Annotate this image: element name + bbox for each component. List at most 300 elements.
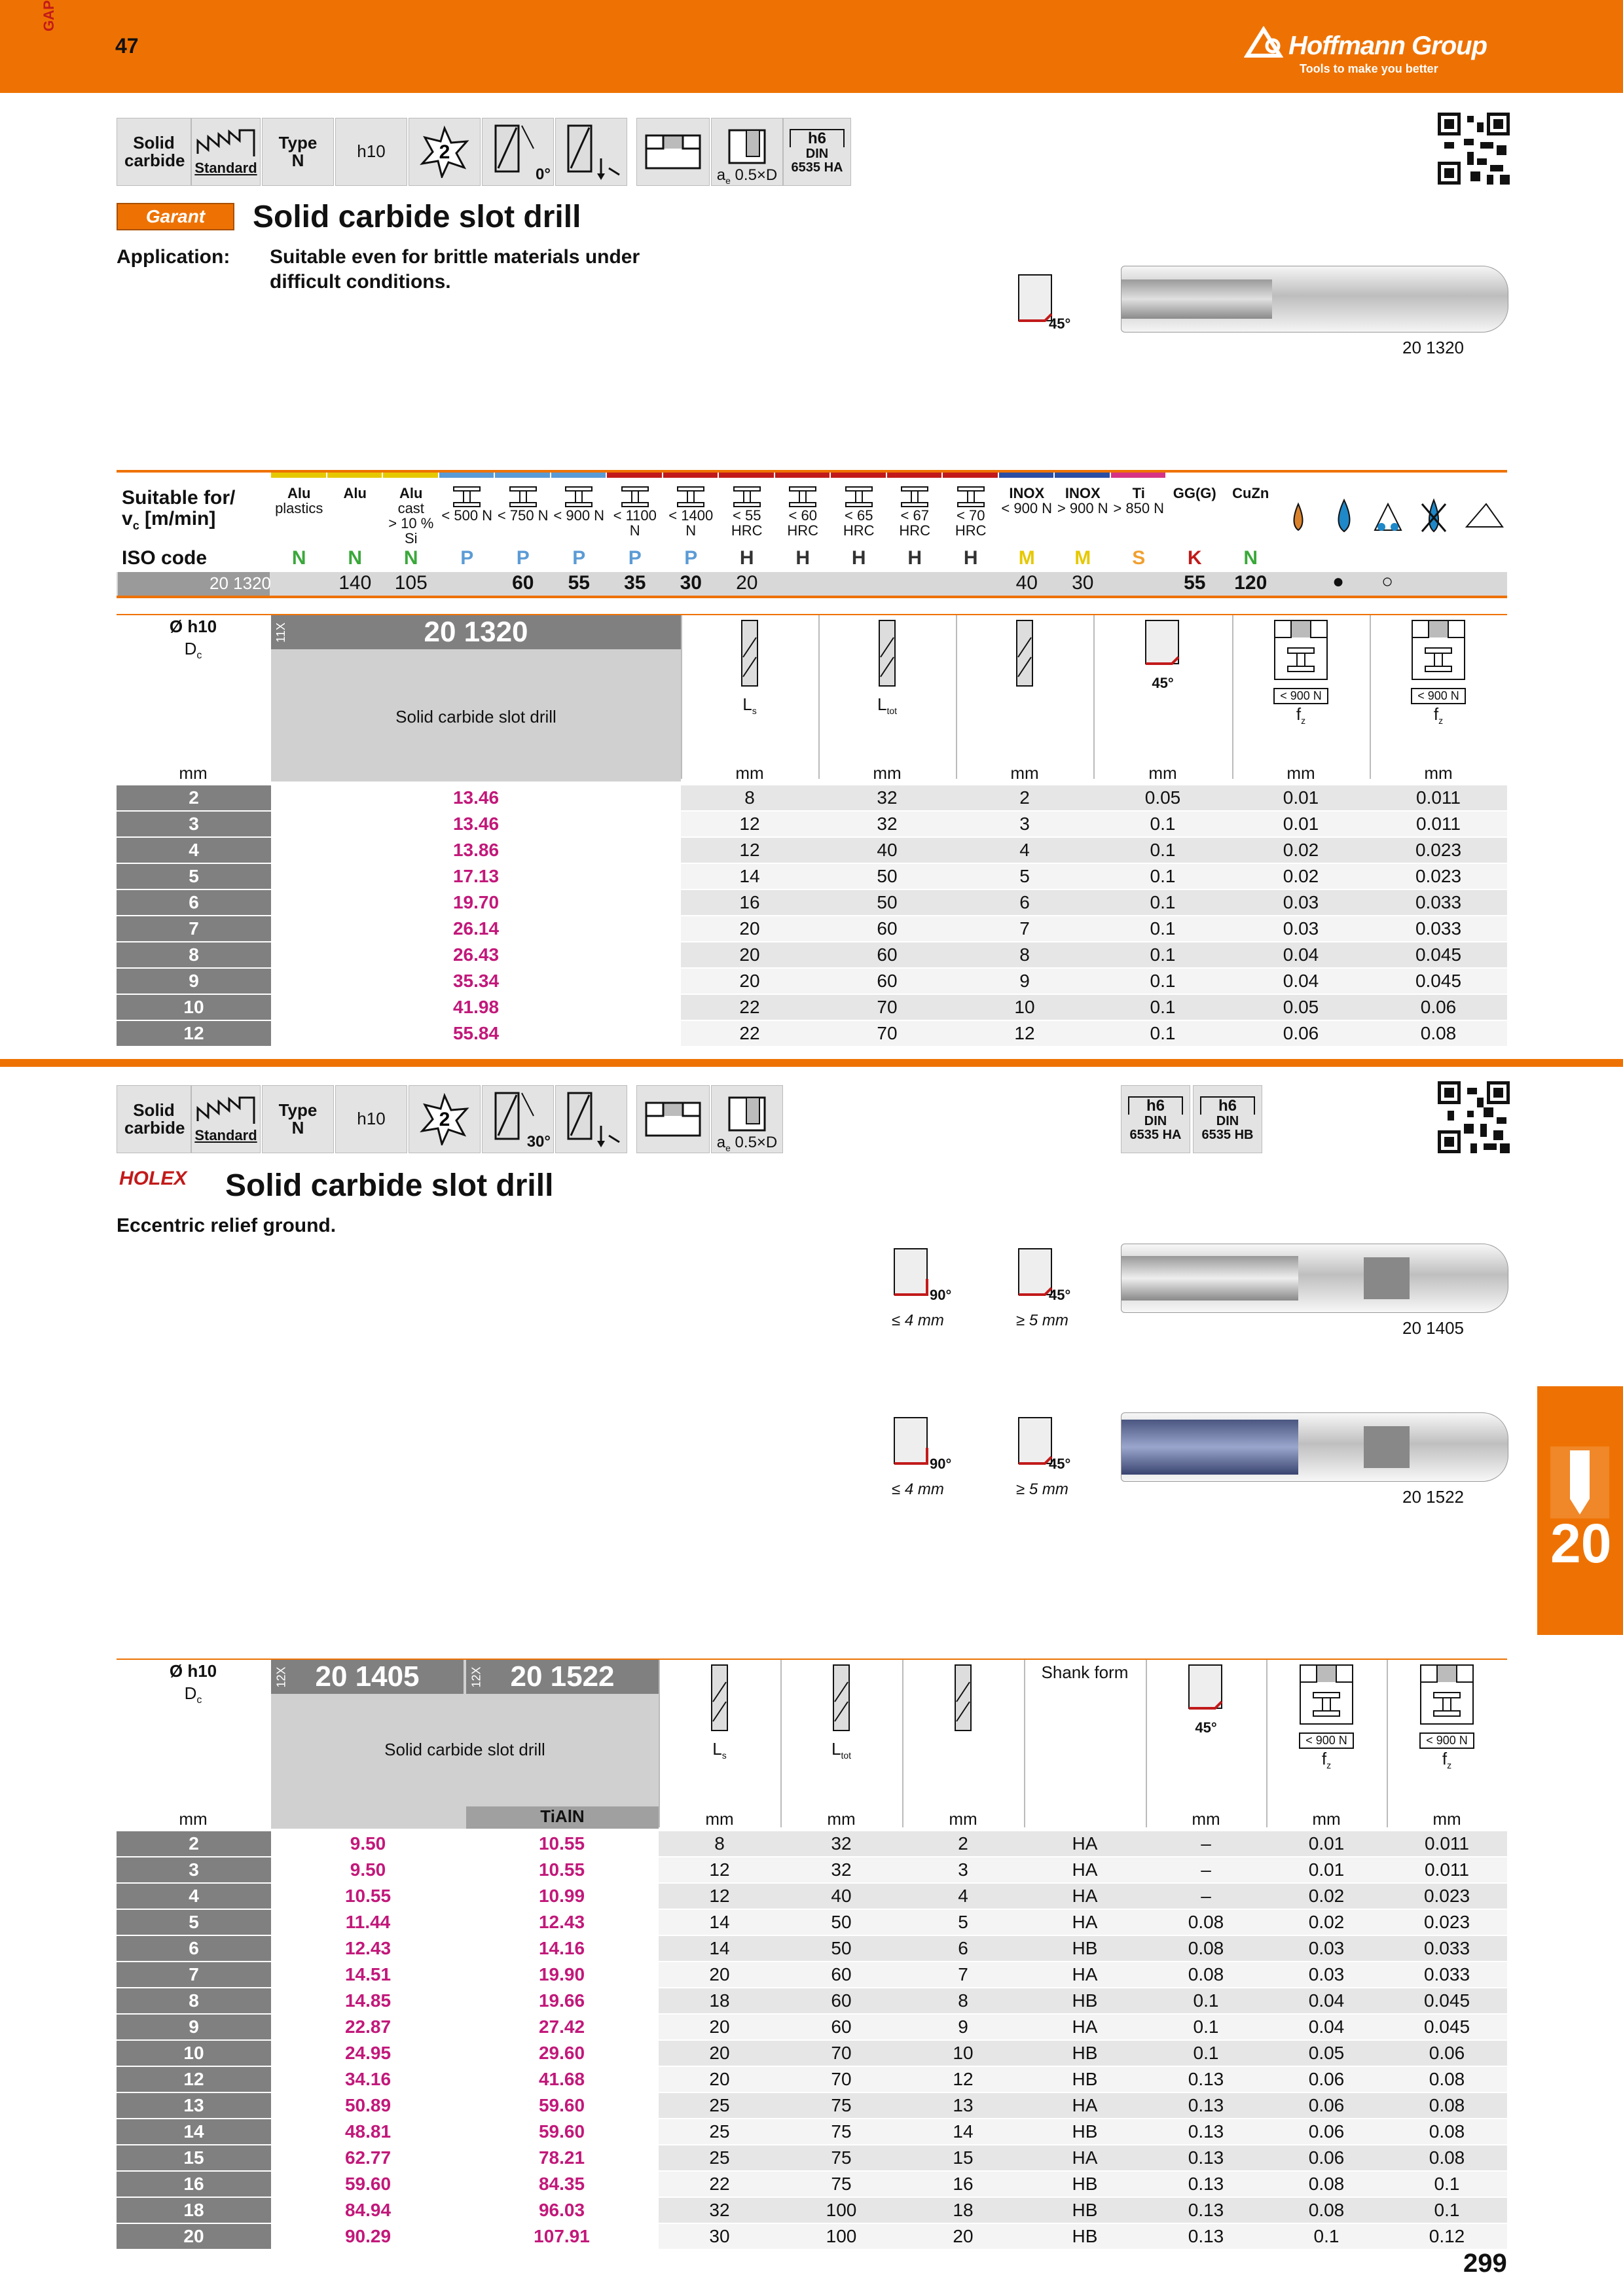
material-column-header	[383, 486, 439, 546]
cutting-speed-cell: 55	[1184, 572, 1206, 594]
suitable-for-label: Suitable for/	[122, 487, 236, 509]
table1-cell-d: 8	[117, 942, 271, 968]
table2-cell-f2: 0.08	[1387, 2119, 1507, 2145]
table-row	[117, 837, 1507, 863]
iso-code-cell: H	[907, 547, 922, 569]
table1-cell-f2: 0.045	[1370, 968, 1507, 994]
tool-flutes	[1122, 279, 1272, 319]
badge2-type-label: Type	[278, 1100, 318, 1120]
badge2-shank-ha	[1121, 1085, 1190, 1153]
table1-dia-sub	[151, 639, 236, 662]
diameter-icon	[1012, 618, 1038, 690]
table2-cell-ch: 0.13	[1146, 2223, 1266, 2250]
table1-col-divider	[681, 615, 682, 779]
section-divider	[0, 1059, 1623, 1067]
table2-cell-pb: 27.42	[465, 2014, 659, 2040]
badge2-standard-label: Standard	[194, 1127, 257, 1144]
badge2-type-value: N	[291, 1118, 304, 1138]
table2-cell-pb: 14.16	[465, 1935, 659, 1962]
table2-cell-ltot: 75	[780, 2119, 902, 2145]
table1-cell-f2: 0.06	[1370, 994, 1507, 1020]
table1-cell-ch: 0.1	[1093, 942, 1232, 968]
badge-shank-tol: h6	[790, 129, 845, 147]
table2-cell-ltot: 75	[780, 2145, 902, 2171]
plunge2-icon	[562, 1090, 621, 1149]
table2-cell-pb: 78.21	[465, 2145, 659, 2171]
table2-cell-d: 9	[117, 2014, 271, 2040]
table1-cell-ls: 12	[681, 811, 818, 837]
table1-cell-d: 6	[117, 889, 271, 916]
cutting-speed-cell: 35	[624, 572, 646, 594]
material-column-header	[1111, 486, 1167, 516]
table1	[117, 785, 1507, 1047]
table1-col-ls: $L_s$	[681, 618, 818, 716]
angle-45b-label: 45°	[1049, 1456, 1071, 1472]
table2-dia-sub	[151, 1683, 236, 1706]
garant-logo	[117, 203, 234, 230]
steel-beam-icon	[786, 486, 819, 508]
table1-cell-d: 12	[117, 1020, 271, 1047]
material-column-header	[1167, 486, 1223, 501]
material-column-header	[327, 486, 384, 501]
table1-unit-2: mm	[1010, 763, 1039, 783]
table1-unit-0: mm	[735, 763, 764, 783]
table-row	[117, 2171, 1507, 2197]
table2-cell-ls: 25	[659, 2119, 780, 2145]
table1-cell-price: 13.86	[271, 837, 681, 863]
badge2-solid-carbide	[117, 1085, 191, 1153]
material-color-bar	[887, 473, 942, 478]
table2-cell-ls: 20	[659, 2040, 780, 2066]
table2-cell-d: 6	[117, 1935, 271, 1962]
table2-cell-ls: 22	[659, 2171, 780, 2197]
suitability-bottom-rule	[117, 596, 1507, 598]
table2-cell-dd: 16	[902, 2171, 1024, 2197]
table2-cell-ch: –	[1146, 1883, 1266, 1909]
table2-cell-dd: 9	[902, 2014, 1024, 2040]
table1-cell-ls: 22	[681, 1020, 818, 1047]
badge-tolerance	[335, 118, 407, 186]
table2-cell-ltot: 100	[780, 2197, 902, 2223]
table2-article-a-header	[271, 1660, 464, 1694]
side-mill-icon	[724, 128, 770, 167]
table2-cell-f2: 0.08	[1387, 2092, 1507, 2119]
chamfer-col-icon	[1143, 618, 1182, 670]
table1-col-divider	[1370, 615, 1371, 779]
badge-standard	[191, 118, 261, 186]
iso-code-cell: N	[1243, 547, 1258, 569]
badge-helix-value: 0°	[536, 165, 551, 183]
table1-cell-dd: 7	[956, 916, 1093, 942]
table2-cell-pb: 10.55	[465, 1831, 659, 1857]
steel-beam-icon	[507, 486, 539, 508]
table2-cell-d: 10	[117, 2040, 271, 2066]
table1-vert-label: 11X	[274, 622, 287, 643]
table2-cell-d: 12	[117, 2066, 271, 2092]
section-tab-number: 20	[1550, 1513, 1612, 1574]
table1-cell-price: 13.46	[271, 785, 681, 811]
material-column-header	[775, 486, 831, 538]
table1-cell-f2: 0.011	[1370, 785, 1507, 811]
table2-cell-dd: 18	[902, 2197, 1024, 2223]
tool-flat-a	[1364, 1257, 1410, 1299]
badge2-shank-tol-a: h6	[1128, 1096, 1183, 1114]
table2-cell-pb: 19.90	[465, 1962, 659, 1988]
table2-col-shank: Shank form	[1041, 1662, 1129, 1682]
table2-cell-sh: HA	[1024, 1883, 1146, 1909]
vc-label	[122, 508, 215, 533]
material-bottom-label: < 70 HRC	[955, 507, 987, 539]
material-top-label: Alu	[399, 485, 423, 501]
table2-col-divider	[780, 1660, 782, 1827]
standard2-profile-icon	[196, 1095, 255, 1128]
material-column-header	[1223, 486, 1279, 501]
badge-ae-value: 0.5×D	[735, 166, 778, 184]
material-top-label: CuZn	[1232, 485, 1269, 501]
material-color-bar	[943, 473, 998, 478]
table2-cell-d: 20	[117, 2223, 271, 2250]
table1-cell-ltot: 50	[818, 863, 956, 889]
catalog-number: 47	[115, 34, 139, 58]
material-top-label: GG(G)	[1173, 485, 1216, 501]
shank-length-icon	[737, 618, 763, 690]
table2-col-d	[902, 1662, 1024, 1739]
tool-flutes-a	[1122, 1256, 1298, 1300]
cutting-speed-cell: 105	[394, 572, 428, 594]
table1-cell-f1: 0.01	[1232, 811, 1370, 837]
table2-cell-ls: 25	[659, 2092, 780, 2119]
table2-col-divider	[1266, 1660, 1267, 1827]
table2-cell-ch: 0.13	[1146, 2145, 1266, 2171]
table2-col-divider	[659, 1660, 660, 1827]
section2-subtitle: Eccentric relief ground.	[117, 1215, 337, 1236]
table1-col-divider	[818, 615, 820, 779]
table2-cell-pb: 96.03	[465, 2197, 659, 2223]
table1-unit-1: mm	[873, 763, 902, 783]
table2-cell-f1: 0.06	[1266, 2145, 1387, 2171]
table2-cell-dd: 13	[902, 2092, 1024, 2119]
iso-code-cell: P	[572, 547, 586, 569]
table2-cell-ltot: 75	[780, 2171, 902, 2197]
cutting-speed-cell: 30	[680, 572, 702, 594]
coolant-mark-mist: ○	[1381, 571, 1394, 592]
standard-profile-icon	[196, 128, 255, 160]
table2-cell-sh: HA	[1024, 1962, 1146, 1988]
table2-vert-label-a: 12X	[274, 1666, 288, 1688]
table-row	[117, 811, 1507, 837]
table1-unit-4: mm	[1286, 763, 1315, 783]
material-column-header	[1055, 486, 1111, 516]
table2-cell-ch: 0.1	[1146, 2040, 1266, 2066]
table1-cell-d: 7	[117, 916, 271, 942]
badge2-ae-label: a	[716, 1133, 726, 1151]
badge2-shank-tol-b: h6	[1200, 1096, 1255, 1114]
table1-cell-ch: 0.1	[1093, 968, 1232, 994]
hoffmann-logo-icon	[1244, 26, 1283, 59]
material-top-label: Ti	[1132, 485, 1145, 501]
material-bottom-label: < 500 N	[441, 507, 493, 524]
table2-cell-sh: HB	[1024, 2197, 1146, 2223]
material-column-header	[271, 486, 327, 516]
cutting-speed-cell: 120	[1234, 572, 1267, 594]
table1-col-fz1: < 900 N $f_z$	[1232, 618, 1370, 726]
table2	[117, 1831, 1507, 2250]
table1-cell-d: 3	[117, 811, 271, 837]
table1-cell-price: 26.14	[271, 916, 681, 942]
badge2-shank-std-b: 6535 HB	[1201, 1127, 1254, 1142]
table1-col-divider	[1093, 615, 1095, 779]
table-row	[117, 2040, 1507, 2066]
table2-cell-pb: 19.66	[465, 1988, 659, 2014]
table1-cell-ch: 0.1	[1093, 1020, 1232, 1047]
table2-cell-dd: 14	[902, 2119, 1024, 2145]
table2-cell-f1: 0.04	[1266, 2014, 1387, 2040]
table2-col-divider	[1146, 1660, 1147, 1827]
table1-cell-f2: 0.045	[1370, 942, 1507, 968]
iso-code-cell: M	[1074, 547, 1091, 569]
table2-cell-pb: 107.91	[465, 2223, 659, 2250]
table2-cell-ls: 30	[659, 2223, 780, 2250]
application-text-2: difficult conditions.	[270, 271, 451, 293]
badge-shank	[783, 118, 851, 186]
table-row	[117, 942, 1507, 968]
material-bottom-label: < 900 N	[1001, 500, 1053, 517]
material-color-bar	[1223, 473, 1278, 478]
material-bottom-label: < 65 HRC	[843, 507, 875, 539]
table2-cell-sh: HA	[1024, 1831, 1146, 1857]
table2-cell-pa: 24.95	[271, 2040, 465, 2066]
side-mill2-col-icon	[1414, 1662, 1480, 1728]
table2-cell-d: 14	[117, 2119, 271, 2145]
table1-cell-price: 17.13	[271, 863, 681, 889]
material-top-label: INOX	[1065, 485, 1101, 501]
gap-code: GAP	[41, 0, 57, 31]
qr-code2-icon	[1438, 1081, 1510, 1153]
table2-cell-f2: 0.023	[1387, 1883, 1507, 1909]
material-color-bar	[439, 473, 494, 478]
table2-cell-pa: 90.29	[271, 2223, 465, 2250]
material-color-bar	[1055, 473, 1110, 478]
material-bottom-label: < 67 HRC	[899, 507, 931, 539]
table1-cell-f2: 0.033	[1370, 916, 1507, 942]
badge2-ae-sub: e	[725, 1142, 731, 1153]
table1-cell-ltot: 60	[818, 968, 956, 994]
table1-cell-f1: 0.05	[1232, 994, 1370, 1020]
steel-beam-icon	[843, 486, 875, 508]
table2-cell-f1: 0.08	[1266, 2171, 1387, 2197]
table2-cell-f2: 0.12	[1387, 2223, 1507, 2250]
table1-cell-ls: 20	[681, 916, 818, 942]
steel-beam-icon	[955, 486, 987, 508]
table2-cell-ch: –	[1146, 1857, 1266, 1883]
badge-material-label: Solid carbide	[124, 132, 185, 170]
material-column-header	[999, 486, 1055, 516]
table2-cell-sh: HB	[1024, 2119, 1146, 2145]
table1-cell-d: 9	[117, 968, 271, 994]
table1-cell-ls: 16	[681, 889, 818, 916]
table-row	[117, 1020, 1507, 1047]
table2-col-divider	[1024, 1660, 1025, 1827]
table2-cell-f2: 0.045	[1387, 2014, 1507, 2040]
page-number: 299	[1463, 2249, 1507, 2278]
ge5-label: ≥ 5 mm	[1016, 1312, 1068, 1329]
table2-cell-ltot: 70	[780, 2066, 902, 2092]
table2-cell-pb: 59.60	[465, 2119, 659, 2145]
badge-ae-sub: e	[725, 175, 731, 186]
table2-cell-ch: 0.08	[1146, 1935, 1266, 1962]
badge-slot	[636, 118, 710, 186]
table2-cell-ltot: 50	[780, 1909, 902, 1935]
badge2-flutes-value: 2	[439, 1109, 450, 1130]
application-label: Application:	[117, 246, 230, 268]
iso-code-cell: P	[460, 547, 474, 569]
iso-code-cell: P	[516, 547, 530, 569]
garant-logo-text: Garant	[145, 206, 206, 226]
badge2-helix-value: 30°	[526, 1132, 551, 1151]
table2-unit-1: mm	[827, 1809, 856, 1829]
table2-cell-sh: HA	[1024, 1857, 1146, 1883]
table1-description: Solid carbide slot drill	[395, 707, 556, 726]
badge-shank-din: DIN	[805, 146, 829, 161]
material-color-bar	[271, 473, 326, 478]
badge2-shank-din-a: DIN	[1144, 1113, 1167, 1128]
table1-cell-d: 10	[117, 994, 271, 1020]
table1-cell-dd: 4	[956, 837, 1093, 863]
table2-cell-f2: 0.1	[1387, 2171, 1507, 2197]
table1-cell-price: 19.70	[271, 889, 681, 916]
table2-cell-pb: 10.99	[465, 1883, 659, 1909]
table2-cell-ch: 0.13	[1146, 2171, 1266, 2197]
table2-cell-ltot: 40	[780, 1883, 902, 1909]
table2-cell-f1: 0.04	[1266, 1988, 1387, 2014]
badge-tolerance-value: h10	[357, 141, 386, 162]
table2-cell-d: 7	[117, 1962, 271, 1988]
material-bottom-label: plastics	[275, 500, 323, 517]
table2-cell-f1: 0.05	[1266, 2040, 1387, 2066]
table2-cell-d: 5	[117, 1909, 271, 1935]
table2-unit-4: mm	[1312, 1809, 1341, 1829]
material-bottom-label: > 900 N	[1057, 500, 1108, 517]
badge2-type	[262, 1085, 334, 1153]
table1-cell-ltot: 60	[818, 942, 956, 968]
table1-cell-ls: 22	[681, 994, 818, 1020]
table2-cell-pa: 62.77	[271, 2145, 465, 2171]
badge-ae	[711, 118, 783, 186]
table2-cell-pa: 59.60	[271, 2171, 465, 2197]
material-color-bar	[327, 473, 382, 478]
coolant-icons	[1277, 491, 1506, 543]
table1-cell-d: 4	[117, 837, 271, 863]
table2-cell-sh: HA	[1024, 2145, 1146, 2171]
table1-cell-d: 5	[117, 863, 271, 889]
application-text-1: Suitable even for brittle materials under	[270, 246, 640, 268]
table2-cell-f1: 0.03	[1266, 1935, 1387, 1962]
ge5b-label: ≥ 5 mm	[1016, 1480, 1068, 1498]
table2-cell-dd: 6	[902, 1935, 1024, 1962]
table2-cell-f1: 0.06	[1266, 2066, 1387, 2092]
table2-cell-dd: 2	[902, 1831, 1024, 1857]
material-column-header	[607, 486, 663, 538]
steel-beam-icon	[898, 486, 931, 508]
badge2-material-label: Solid carbide	[124, 1100, 185, 1138]
helix-angle-icon	[489, 122, 535, 175]
table2-col-fz1: < 900 N $f_z$	[1266, 1662, 1387, 1770]
table2-cell-ls: 20	[659, 2066, 780, 2092]
table1-cell-ltot: 32	[818, 811, 956, 837]
table1-col-d	[956, 618, 1093, 694]
table-row	[117, 968, 1507, 994]
table1-cell-f2: 0.011	[1370, 811, 1507, 837]
table2-cell-d: 16	[117, 2171, 271, 2197]
material-color-bar	[719, 473, 774, 478]
table2-cell-f1: 0.02	[1266, 1909, 1387, 1935]
table2-cell-sh: HA	[1024, 2014, 1146, 2040]
table2-cell-ls: 12	[659, 1883, 780, 1909]
table1-cell-ltot: 40	[818, 837, 956, 863]
table2-cell-f1: 0.01	[1266, 1857, 1387, 1883]
material-bottom-label: cast > 10 % Si	[388, 500, 434, 547]
total-length2-icon	[828, 1662, 854, 1734]
table1-article-number: 20 1320	[424, 616, 528, 648]
table2-cell-ltot: 60	[780, 1962, 902, 1988]
table1-cell-f2: 0.023	[1370, 863, 1507, 889]
table-row	[117, 1988, 1507, 2014]
slot-mill2-col-icon	[1294, 1662, 1359, 1728]
iso-code-cell: P	[684, 547, 698, 569]
section2-title: Solid carbide slot drill	[225, 1168, 554, 1203]
table1-cell-f1: 0.01	[1232, 785, 1370, 811]
table2-col-fz2: < 900 N $f_z$	[1387, 1662, 1507, 1770]
table1-cell-d: 2	[117, 785, 271, 811]
badge-shank-std: 6535 HA	[791, 160, 843, 175]
angle-90b-label: 90°	[930, 1456, 952, 1472]
table-row	[117, 2145, 1507, 2171]
table2-col-chamfer: 45°	[1146, 1662, 1266, 1736]
table1-cell-f1: 0.02	[1232, 837, 1370, 863]
table2-cell-pa: 34.16	[271, 2066, 465, 2092]
table2-cell-pa: 84.94	[271, 2197, 465, 2223]
table1-col-fz2: < 900 N $f_z$	[1370, 618, 1507, 726]
table2-cell-ltot: 70	[780, 2040, 902, 2066]
tool-article-201405: 20 1405	[1402, 1318, 1464, 1338]
iso-code-cell: N	[348, 547, 363, 569]
material-bottom-label: < 55 HRC	[731, 507, 763, 539]
holex-logo: HOLEX	[119, 1168, 187, 1189]
badge2-helix	[482, 1085, 554, 1153]
le4-label: ≤ 4 mm	[892, 1312, 944, 1329]
table2-cell-f2: 0.1	[1387, 2197, 1507, 2223]
section-tab	[1537, 1386, 1623, 1635]
table1-cell-f1: 0.02	[1232, 863, 1370, 889]
table2-cell-ltot: 60	[780, 1988, 902, 2014]
angle-90-label: 90°	[930, 1287, 952, 1303]
badge-type-label: Type	[278, 132, 318, 152]
table2-cell-f1: 0.1	[1266, 2223, 1387, 2250]
cutting-speed-cell: 40	[1015, 572, 1038, 594]
cutting-speed-cell: 30	[1072, 572, 1094, 594]
table2-cell-pa: 9.50	[271, 1857, 465, 1883]
table2-cell-pa: 10.55	[271, 1883, 465, 1909]
vc-sub: c	[132, 519, 139, 532]
table1-cell-ch: 0.1	[1093, 916, 1232, 942]
table2-cell-d: 3	[117, 1857, 271, 1883]
badge-flutes	[409, 118, 481, 186]
table2-cell-ch: 0.13	[1146, 2197, 1266, 2223]
table2-unit-0: mm	[705, 1809, 734, 1829]
table2-cell-d: 4	[117, 1883, 271, 1909]
table1-cell-ch: 0.1	[1093, 811, 1232, 837]
material-column-header	[439, 486, 496, 523]
